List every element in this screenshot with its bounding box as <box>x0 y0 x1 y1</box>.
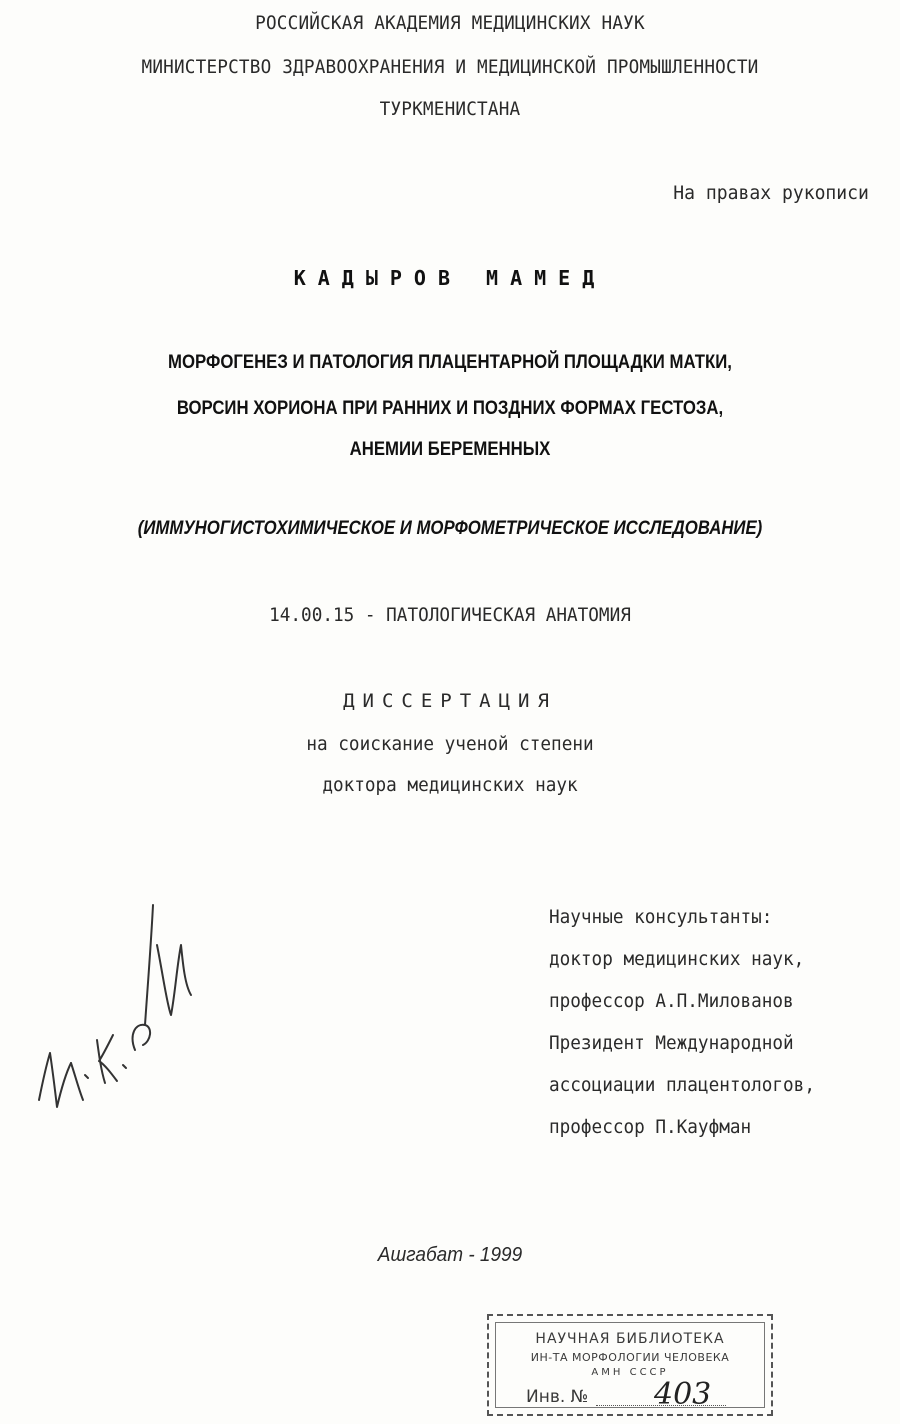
subtitle: (ИММУНОГИСТОХИМИЧЕСКОЕ И МОРФОМЕТРИЧЕСКОЕ ИССЛЕДОВАНИЕ) <box>137 517 763 539</box>
city-and-year: Ашгабат - 1999 <box>377 1244 523 1266</box>
title-line-2: ВОРСИН ХОРИОНА ПРИ РАННИХ И ПОЗДНИХ ФОРМАХ ГЕСТОЗА, <box>176 397 724 419</box>
stamp-line-2: ИН-ТА МОРФОЛОГИИ ЧЕЛОВЕКА <box>530 1351 730 1364</box>
consultant-line: профессор П.Кауфман <box>549 1116 752 1138</box>
consultant-line: доктор медицинских наук, <box>549 948 805 970</box>
degree-line-1: на соискание ученой степени <box>306 733 594 755</box>
dissertation-label: ДИССЕРТАЦИЯ <box>343 690 557 712</box>
library-stamp <box>487 1314 773 1416</box>
handwritten-signature <box>25 885 200 1135</box>
consultants-heading: Научные консультанты: <box>549 906 773 928</box>
stamp-frame <box>495 1322 765 1412</box>
consultants-block <box>549 896 815 1148</box>
consultant-line: профессор А.П.Милованов <box>549 990 794 1012</box>
degree-line-2: доктора медицинских наук <box>322 774 578 796</box>
consultant-line: ассоциации плацентологов, <box>549 1074 815 1096</box>
specialty-code: 14.00.15 - ПАТОЛОГИЧЕСКАЯ АНАТОМИЯ <box>269 604 631 626</box>
rights-note: На правах рукописи <box>673 182 869 204</box>
title-line-3: АНЕМИИ БЕРЕМЕННЫХ <box>349 438 551 460</box>
title-line-1: МОРФОГЕНЕЗ И ПАТОЛОГИЯ ПЛАЦЕНТАРНОЙ ПЛОЩАДКИ МАТКИ, <box>168 351 732 373</box>
header-line-2: МИНИСТЕРСТВО ЗДРАВООХРАНЕНИЯ И МЕДИЦИНСКОЙ ПРОМЫШЛЕННОСТИ <box>141 56 759 78</box>
author-name: КАДЫРОВ МАМЕД <box>293 266 607 290</box>
inventory-label: Инв. № <box>526 1387 589 1407</box>
stamp-line-1: НАУЧНАЯ БИБЛИОТЕКА <box>535 1331 725 1347</box>
header-line-1: РОССИЙСКАЯ АКАДЕМИЯ МЕДИЦИНСКИХ НАУК <box>255 12 645 34</box>
header-line-3: ТУРКМЕНИСТАНА <box>379 98 521 120</box>
inventory-number: 403 <box>654 1377 712 1412</box>
stamp-line-3: АМН СССР <box>591 1367 669 1378</box>
consultant-line: Президент Международной <box>549 1032 794 1054</box>
